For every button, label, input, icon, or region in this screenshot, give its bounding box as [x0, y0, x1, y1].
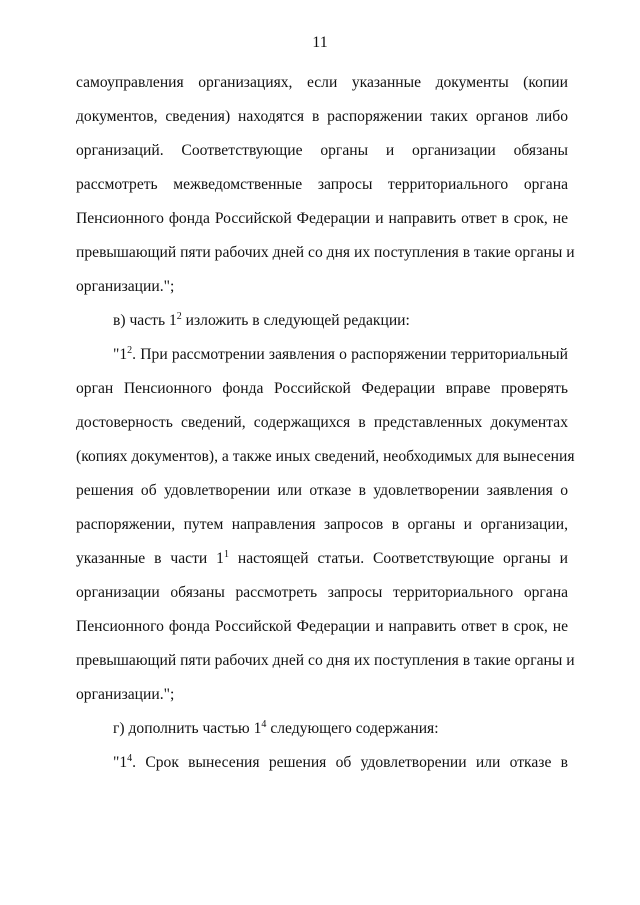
text-line: организации обязаны рассмотреть запросы территориального органа: [76, 584, 568, 601]
text-line: решения об удовлетворении или отказе в удовлетворении заявления о: [76, 482, 568, 499]
text-line: (копиях документов), а также иных сведений, необходимых для вынесения: [76, 448, 575, 465]
superscript: 4: [127, 753, 133, 764]
text-line: Пенсионного фонда Российской Федерации и направить ответ в срок, не: [76, 210, 568, 227]
superscript: 2: [176, 311, 182, 322]
text-line: превышающий пяти рабочих дней со дня их поступления в такие органы и: [76, 244, 575, 261]
text-line: рассмотреть межведомственные запросы территориального органа: [76, 176, 568, 193]
text-line: в) часть $1^2$ изложить в следующей редакции:: [113, 311, 410, 329]
paragraph-item-v: [76, 304, 568, 338]
superscript: 2: [127, 345, 133, 356]
text-line: "$1^2$. При рассмотрении заявления о распоряжении территориальный: [113, 345, 568, 363]
paragraph-item-g: [76, 712, 568, 746]
superscript: 1: [223, 549, 229, 560]
text-line: самоуправления организациях, если указанные документы (копии: [76, 74, 568, 91]
text-line: организаций. Соответствующие органы и организации обязаны: [76, 142, 568, 159]
paragraph-continuation: [76, 66, 575, 304]
paragraph-part-1-2: [76, 338, 568, 372]
superscript: 4: [261, 719, 267, 730]
text-line: организации.";: [76, 686, 175, 703]
text-line: достоверность сведений, содержащихся в представленных документах: [76, 414, 568, 431]
text-line: распоряжении, путем направления запросов в органы и организации,: [76, 516, 568, 533]
document-body: [76, 66, 575, 780]
text-line: орган Пенсионного фонда Российской Федерации вправе проверять: [76, 380, 568, 397]
paragraph-part-1-4: [76, 746, 568, 780]
text-line: указанные в части $1^1$ настоящей статьи. Соответствующие органы и: [76, 549, 568, 567]
text-line: г) дополнить частью $1^4$ следующего содержания:: [113, 719, 439, 737]
page-number: 11: [312, 34, 328, 51]
text-line: Пенсионного фонда Российской Федерации и направить ответ в срок, не: [76, 618, 568, 635]
paragraph-part-1-2-body: [76, 372, 575, 712]
text-line: "$1^4$. Срок вынесения решения об удовлетворении или отказе в: [113, 753, 568, 771]
text-line: документов, сведения) находятся в распоряжении таких органов либо: [76, 108, 568, 125]
text-line: превышающий пяти рабочих дней со дня их поступления в такие органы и: [76, 652, 575, 669]
text-line: организации.";: [76, 278, 175, 295]
